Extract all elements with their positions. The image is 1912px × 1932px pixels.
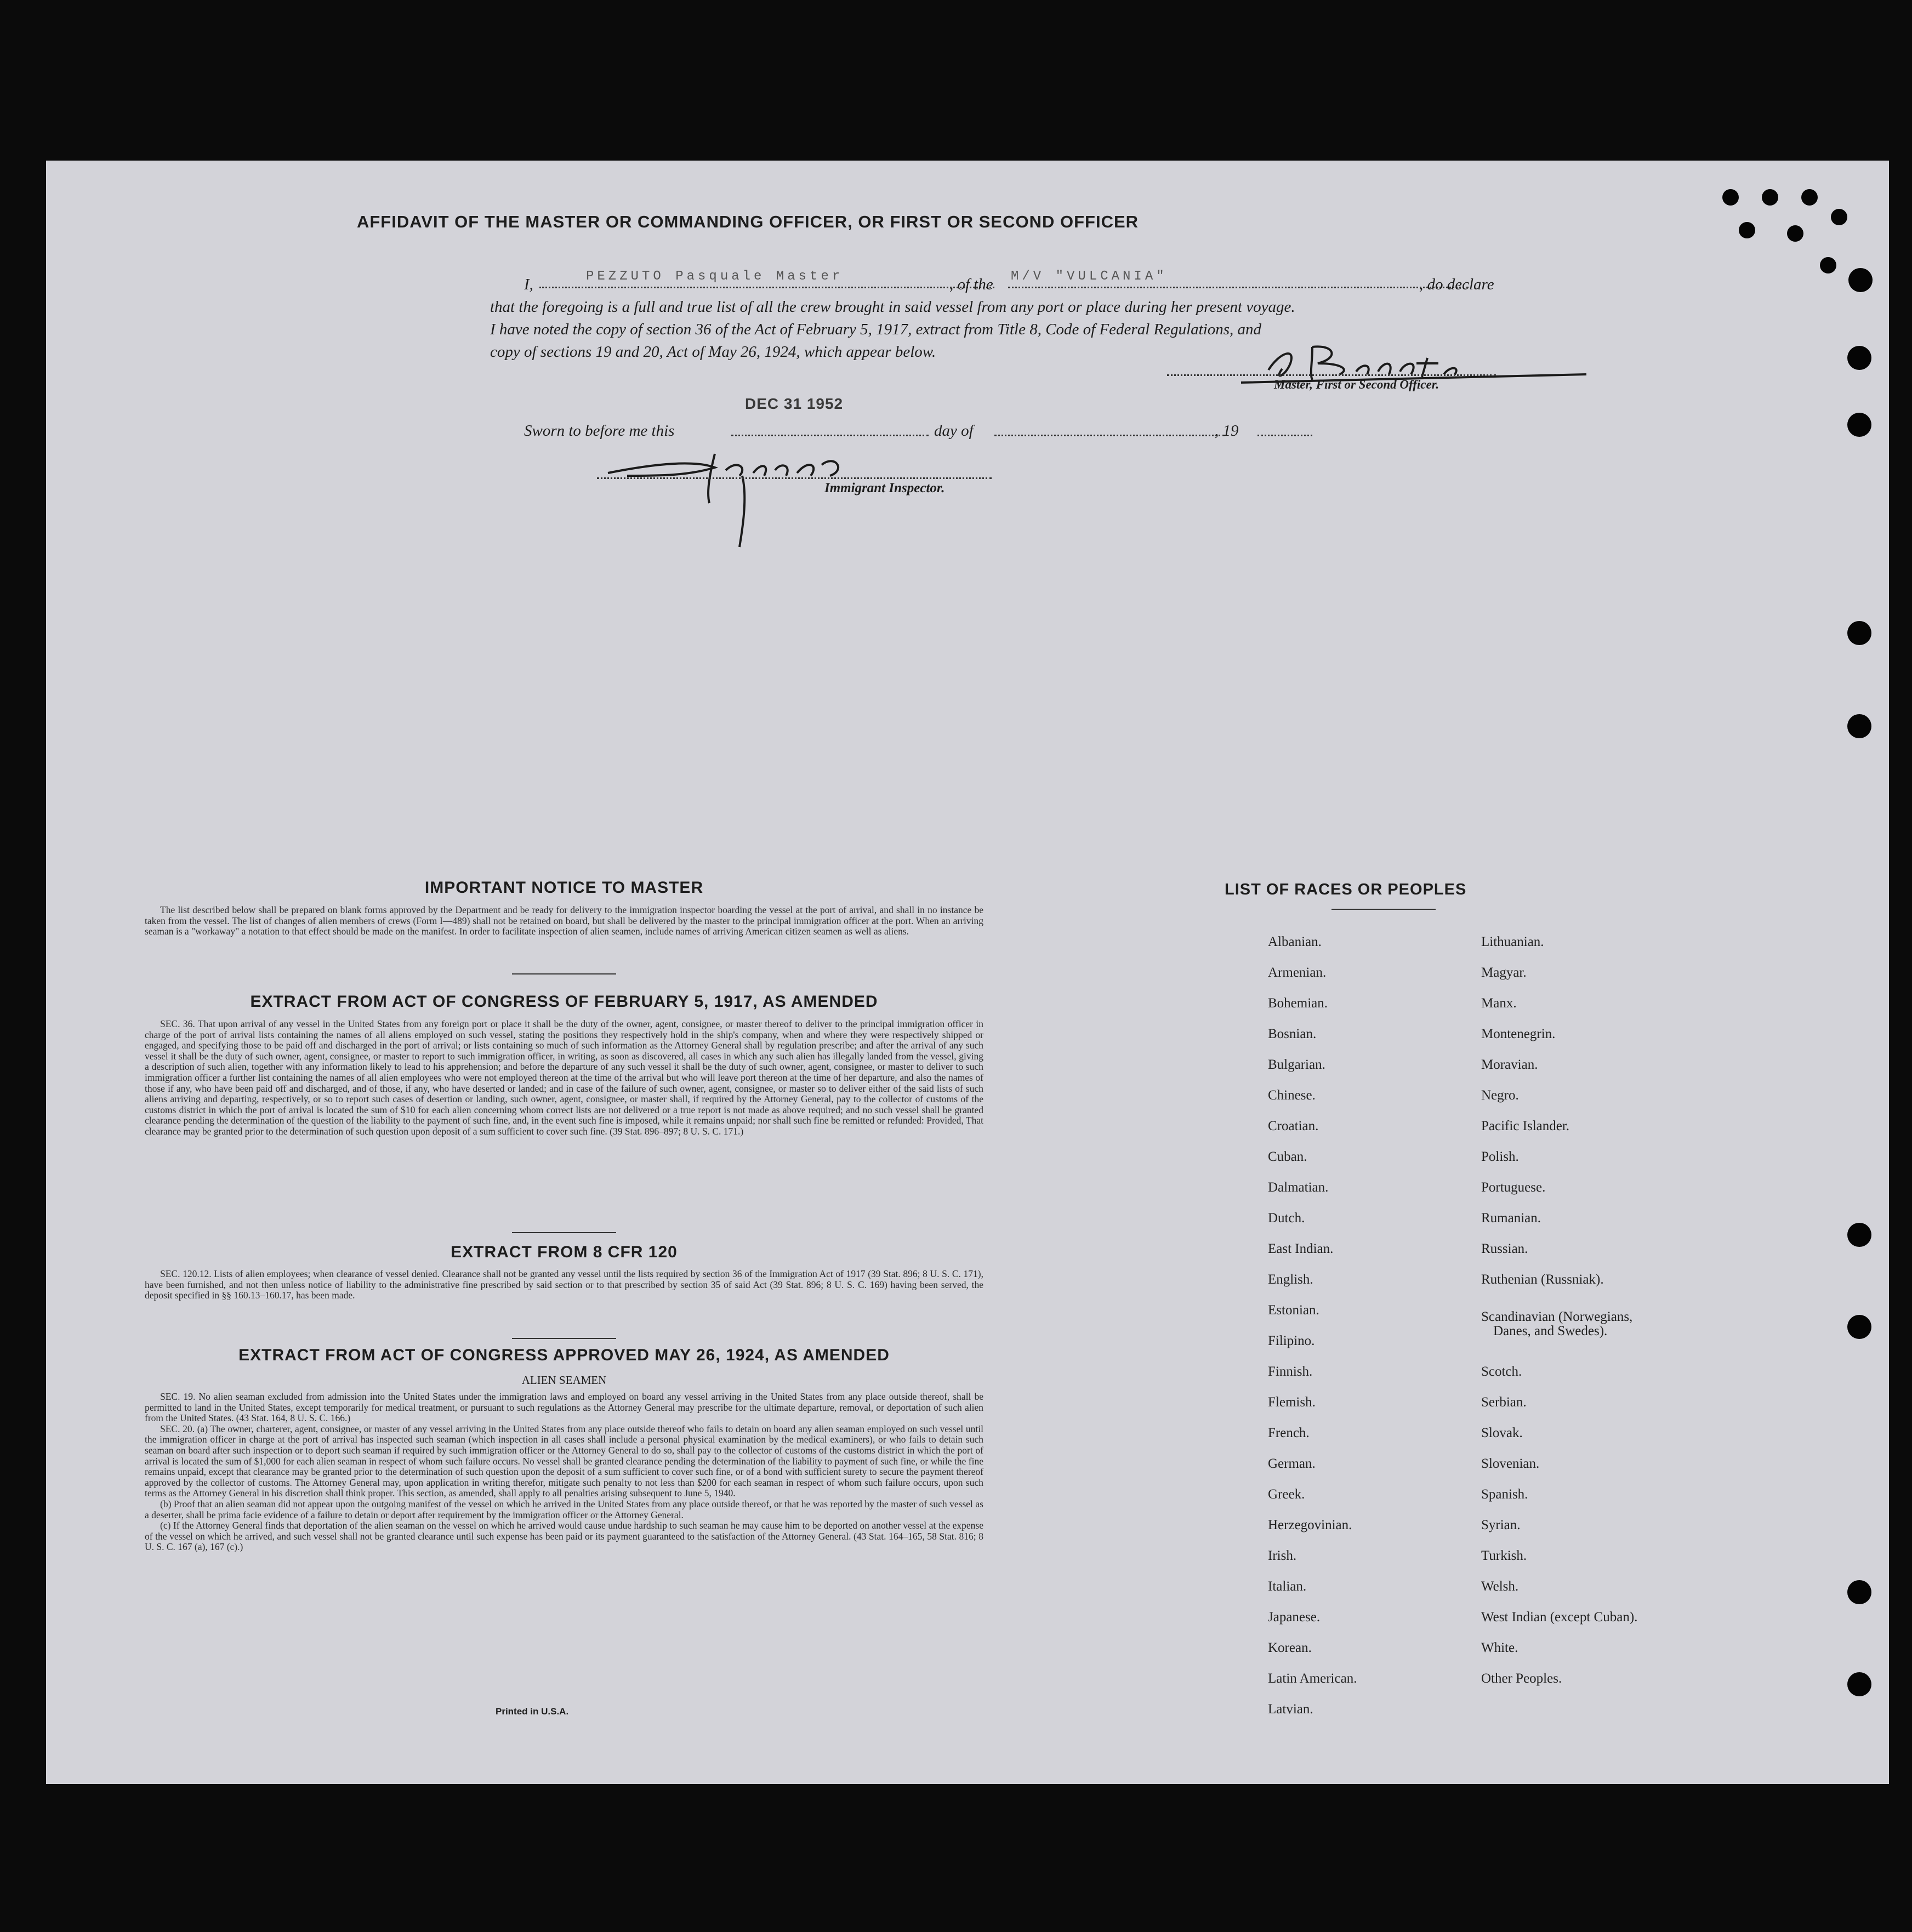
race-item: Korean. <box>1268 1640 1312 1655</box>
race-item: Bohemian. <box>1268 996 1328 1011</box>
race-item: Greek. <box>1268 1487 1305 1502</box>
race-item: Welsh. <box>1481 1579 1519 1594</box>
race-item: Slovenian. <box>1481 1456 1540 1471</box>
race-item: Latvian. <box>1268 1702 1313 1717</box>
notice-text: The list described below shall be prepared on blank forms approved by the Department and be ready for delivery to the immigration inspector boarding the vessel at the port of arrival, and shall in no instance be taken from the vessel. The list of changes of alien members of crews (Form I—489) shall not be retained on board, but shall be delivered by the master to the principal immigration officer at the port. When an arriving seaman is a "workaway" a notation to that effect should be made on the manifest. In order to facilitate inspection of alien seamen, include names of arriving American citizen seamen as well as aliens. <box>145 904 983 937</box>
races-divider <box>1331 909 1436 910</box>
race-item: Polish. <box>1481 1149 1519 1164</box>
punch-hole <box>1847 413 1871 437</box>
inspector-signature <box>605 443 890 552</box>
race-item: Scotch. <box>1481 1364 1522 1379</box>
race-item: Dalmatian. <box>1268 1180 1329 1195</box>
race-item: Italian. <box>1268 1579 1307 1594</box>
master-name-line <box>539 287 994 288</box>
notice-title: IMPORTANT NOTICE TO MASTER <box>424 879 704 897</box>
punch-hole <box>1820 257 1836 273</box>
race-item: Estonian. <box>1268 1303 1319 1318</box>
sworn-label: Sworn to before me this <box>524 422 675 440</box>
of-the-label: , of the <box>949 276 993 293</box>
extract-cfr-title: EXTRACT FROM 8 CFR 120 <box>451 1243 678 1261</box>
master-name-field[interactable]: PEZZUTO Pasquale Master <box>586 269 844 284</box>
race-item: Finnish. <box>1268 1364 1313 1379</box>
inspector-signature-line <box>597 477 992 479</box>
extract-cfr-body <box>145 1269 983 1301</box>
punch-hole <box>1722 189 1739 206</box>
race-item: Herzegovinian. <box>1268 1518 1352 1532</box>
affidavit-line-3: I have noted the copy of section 36 of the Act of February 5, 1917, extract from Title 8, Code of Federal Regulations, and <box>490 321 1262 338</box>
races-title: LIST OF RACES OR PEOPLES <box>1225 881 1467 898</box>
document-sheet <box>46 161 1889 1784</box>
race-item: Croatian. <box>1268 1119 1319 1133</box>
extract-1924-body <box>145 1392 983 1553</box>
race-item: Cuban. <box>1268 1149 1307 1164</box>
race-item: Slovak. <box>1481 1426 1523 1440</box>
punch-hole <box>1762 189 1778 206</box>
punch-hole <box>1847 621 1871 645</box>
extract-1917-title: EXTRACT FROM ACT OF CONGRESS OF FEBRUARY 5, 1917, AS AMENDED <box>250 993 878 1011</box>
extract-1924-subtitle: ALIEN SEAMEN <box>521 1374 607 1387</box>
race-item: Serbian. <box>1481 1395 1527 1410</box>
race-item: Lithuanian. <box>1481 934 1544 949</box>
race-item: Dutch. <box>1268 1211 1305 1226</box>
year-label: , 19 <box>1215 422 1239 440</box>
race-item: Scandinavian (Norwegians, <box>1481 1309 1633 1324</box>
race-item: English. <box>1268 1272 1313 1287</box>
day-of-label: day of <box>934 422 974 440</box>
date-stamp: DEC 31 1952 <box>745 395 844 412</box>
race-item: Spanish. <box>1481 1487 1528 1502</box>
extract-1924-title: EXTRACT FROM ACT OF CONGRESS APPROVED MAY 26, 1924, AS AMENDED <box>238 1346 890 1364</box>
race-item: East Indian. <box>1268 1241 1334 1256</box>
race-item: Albanian. <box>1268 934 1322 949</box>
extract-cfr-text: SEC. 120.12. Lists of alien employees; when clearance of vessel denied. Clearance shall not be granted any vessel until the lists required by section 36 of the Immigration Act of 1917 (39 Stat. 896; 8 U. S. C. 171), have been furnished, and not then unless notice of liability to the administrative fine prescribed by said section or to that prescribed by section 35 of said Act (39 Stat. 896; 8 U. S. C. 169) having been served, the deposit specified in §§ 160.13–160.17, has been made. <box>145 1268 983 1301</box>
punch-hole <box>1847 1672 1871 1696</box>
inspector-caption: Immigrant Inspector. <box>824 481 945 495</box>
printed-in-usa: Printed in U.S.A. <box>496 1706 569 1717</box>
vessel-name-line <box>1008 287 1469 288</box>
race-item: Bulgarian. <box>1268 1057 1325 1072</box>
race-item: Irish. <box>1268 1548 1297 1563</box>
race-item: Filipino. <box>1268 1333 1315 1348</box>
race-item: Ruthenian (Russniak). <box>1481 1272 1604 1287</box>
punch-hole <box>1847 1315 1871 1339</box>
master-signature-line <box>1167 374 1496 376</box>
race-item: Chinese. <box>1268 1088 1316 1103</box>
sworn-year-line[interactable] <box>1257 435 1312 436</box>
race-item: Moravian. <box>1481 1057 1538 1072</box>
race-item: White. <box>1481 1640 1518 1655</box>
punch-hole <box>1847 1580 1871 1604</box>
race-item-continuation: Danes, and Swedes). <box>1493 1324 1608 1338</box>
race-item: West Indian (except Cuban). <box>1481 1610 1638 1625</box>
divider <box>512 973 616 974</box>
race-item: Pacific Islander. <box>1481 1119 1570 1133</box>
race-item: Other Peoples. <box>1481 1671 1562 1686</box>
divider <box>512 1338 616 1339</box>
punch-hole <box>1847 714 1871 738</box>
race-item: Negro. <box>1481 1088 1519 1103</box>
race-item: Manx. <box>1481 996 1517 1011</box>
race-item: French. <box>1268 1426 1310 1440</box>
race-item: Rumanian. <box>1481 1211 1541 1226</box>
race-item: Montenegrin. <box>1481 1027 1556 1041</box>
punch-hole <box>1847 346 1871 370</box>
race-item: Portuguese. <box>1481 1180 1546 1195</box>
sec20a-text: SEC. 20. (a) The owner, charterer, agent, consignee, or master of any vessel arriving in the United States from any place outside thereof who fails to detain on board any alien seaman employed on such vessel until the immigration officer in charge at the port of arrival has inspected such seaman (which inspection in all cases shall include a personal physical examination by the medical examiners), or who fails to detain such seaman on board after such inspection or to deport such seaman if required by such immigration officer or the Attorney General to do so, shall pay to the collector of customs of the customs district in which the port of arrival is located the sum of $1,000 for each alien seaman in respect of whom such failure occurs. No vessel shall be granted clearance pending the determination of the liability to payment of such fine, or while the fine remains unpaid, except that clearance may be granted prior to the determination of such question upon the deposit of a sum sufficient to cover such fine, or of a bond with sufficient surety to secure the payment thereof approved by the collector of customs. The Attorney General may, upon application in writing therefor, mitigate such penalty to not less than $200 for each seaman in respect of whom such failure occurs, upon such terms as the Attorney General in his discretion shall think proper. This section, as amended, shall apply to all penalties arising subsequent to June 5, 1940. <box>145 1423 983 1499</box>
punch-hole <box>1847 1223 1871 1247</box>
i-label: I, <box>524 276 533 293</box>
do-declare-label: , do declare <box>1419 276 1494 293</box>
sec20b-text: (b) Proof that an alien seaman did not appear upon the outgoing manifest of the vessel on which he arrived in the United States from any place outside thereof, or that he was reported by the master of such vessel as a deserter, shall be prima facie evidence of a failure to detain or deport after requirement by the immigration officer or the Attorney General. <box>145 1498 983 1520</box>
punch-hole <box>1739 222 1755 238</box>
race-item: Syrian. <box>1481 1518 1521 1532</box>
race-item: Russian. <box>1481 1241 1528 1256</box>
sworn-month-line[interactable] <box>994 435 1225 436</box>
affidavit-line-4: copy of sections 19 and 20, Act of May 26, 1924, which appear below. <box>490 343 936 361</box>
sec20c-text: (c) If the Attorney General finds that deportation of the alien seaman on the vessel on which he arrived would cause undue hardship to such seaman he may cause him to be deported on another vessel at the expense of the vessel on which he arrived, and such vessel shall not be granted clearance until such expense has been paid or its payment guaranteed to the satisfaction of the Attorney General. (43 Stat. 164–165, 58 Stat. 816; 8 U. S. C. 167 (a), 167 (c).) <box>145 1520 983 1553</box>
sworn-day-line[interactable] <box>731 435 929 436</box>
punch-hole <box>1848 268 1873 292</box>
race-item: Turkish. <box>1481 1548 1527 1563</box>
race-item: Japanese. <box>1268 1610 1321 1625</box>
extract-1917-text: SEC. 36. That upon arrival of any vessel in the United States from any foreign port or place it shall be the duty of the owner, agent, consignee, or master thereof to deliver to the principal immigration officer in charge of the port of arrival lists containing the names of all aliens employed on such vessel, stating the positions they respectively hold in the ship's company, when and where they were respectively shipped or engaged, and specifying those to be paid off and discharged in the port of arrival; or lists containing so much of such information as the Attorney General shall by regulation prescribe; and after the arrival of any such vessel it shall be the duty of such owner, agent, consignee, or master to report to such immigration officer, in writing, as soon as discovered, all cases in which any such alien has illegally landed from the vessel, giving a description of such alien, together with any information likely to lead to his apprehension; and before the departure of any such vessel it shall be the duty of such owner, agent, consignee, or master to deliver to such immigration officer a further list containing the names of all alien employees who were not employed thereon at the time of the arrival but who will leave port thereon at the time of her departure, and also the names of those if any, who have been paid off and discharged, and of those, if any, who have deserted or landed; and in case of the failure of such owner, agent, consignee, or master so to deliver either of the said lists of such aliens arriving and departing, respectively, or so to report such cases of desertion or landing, such owner, agent, consignee, or master shall, if required by the Attorney General, pay to the collector of customs of the customs district in which the port of arrival is located the sum of $10 for each alien concerning whom correct lists are not delivered or a true report is not made as above required; and no such vessel shall be granted clearance pending the determination of the question of the liability to the payment of such fine, and, in the event such fine is imposed, while it remains unpaid; nor shall such fine be remitted or refunded: Provided, That clearance may be granted prior to the determination of such question upon deposit of a sum sufficient to cover such fine. (39 Stat. 896–897; 8 U. S. C. 171.) <box>145 1018 983 1137</box>
race-item: Magyar. <box>1481 965 1527 980</box>
extract-1917-body <box>145 1019 983 1137</box>
punch-hole <box>1831 209 1847 225</box>
race-item: Armenian. <box>1268 965 1327 980</box>
master-caption: Master, First or Second Officer. <box>1274 378 1439 391</box>
race-item: German. <box>1268 1456 1316 1471</box>
affidavit-title: AFFIDAVIT OF THE MASTER OR COMMANDING OFFICER, OR FIRST OR SECOND OFFICER <box>356 212 1139 231</box>
affidavit-line-2: that the foregoing is a full and true list of all the crew brought in said vessel from any port or place during her present voyage. <box>490 298 1295 316</box>
sec19-text: SEC. 19. No alien seaman excluded from admission into the United States under the immigration laws and employed on board any vessel arriving in the United States from any place outside thereof, shall be permitted to land in the United States, except temporarily for medical treatment, or pursuant to such regulations as the Attorney General may prescribe for the ultimate departure, removal, or deportation of such alien from the United States. (43 Stat. 164, 8 U. S. C. 166.) <box>145 1391 983 1424</box>
race-item: Latin American. <box>1268 1671 1357 1686</box>
punch-hole <box>1787 225 1803 242</box>
notice-body <box>145 905 983 937</box>
vessel-name-field[interactable]: M/V "VULCANIA" <box>1011 269 1168 284</box>
race-item: Flemish. <box>1268 1395 1316 1410</box>
race-item: Bosnian. <box>1268 1027 1317 1041</box>
divider <box>512 1232 616 1233</box>
punch-hole <box>1801 189 1818 206</box>
